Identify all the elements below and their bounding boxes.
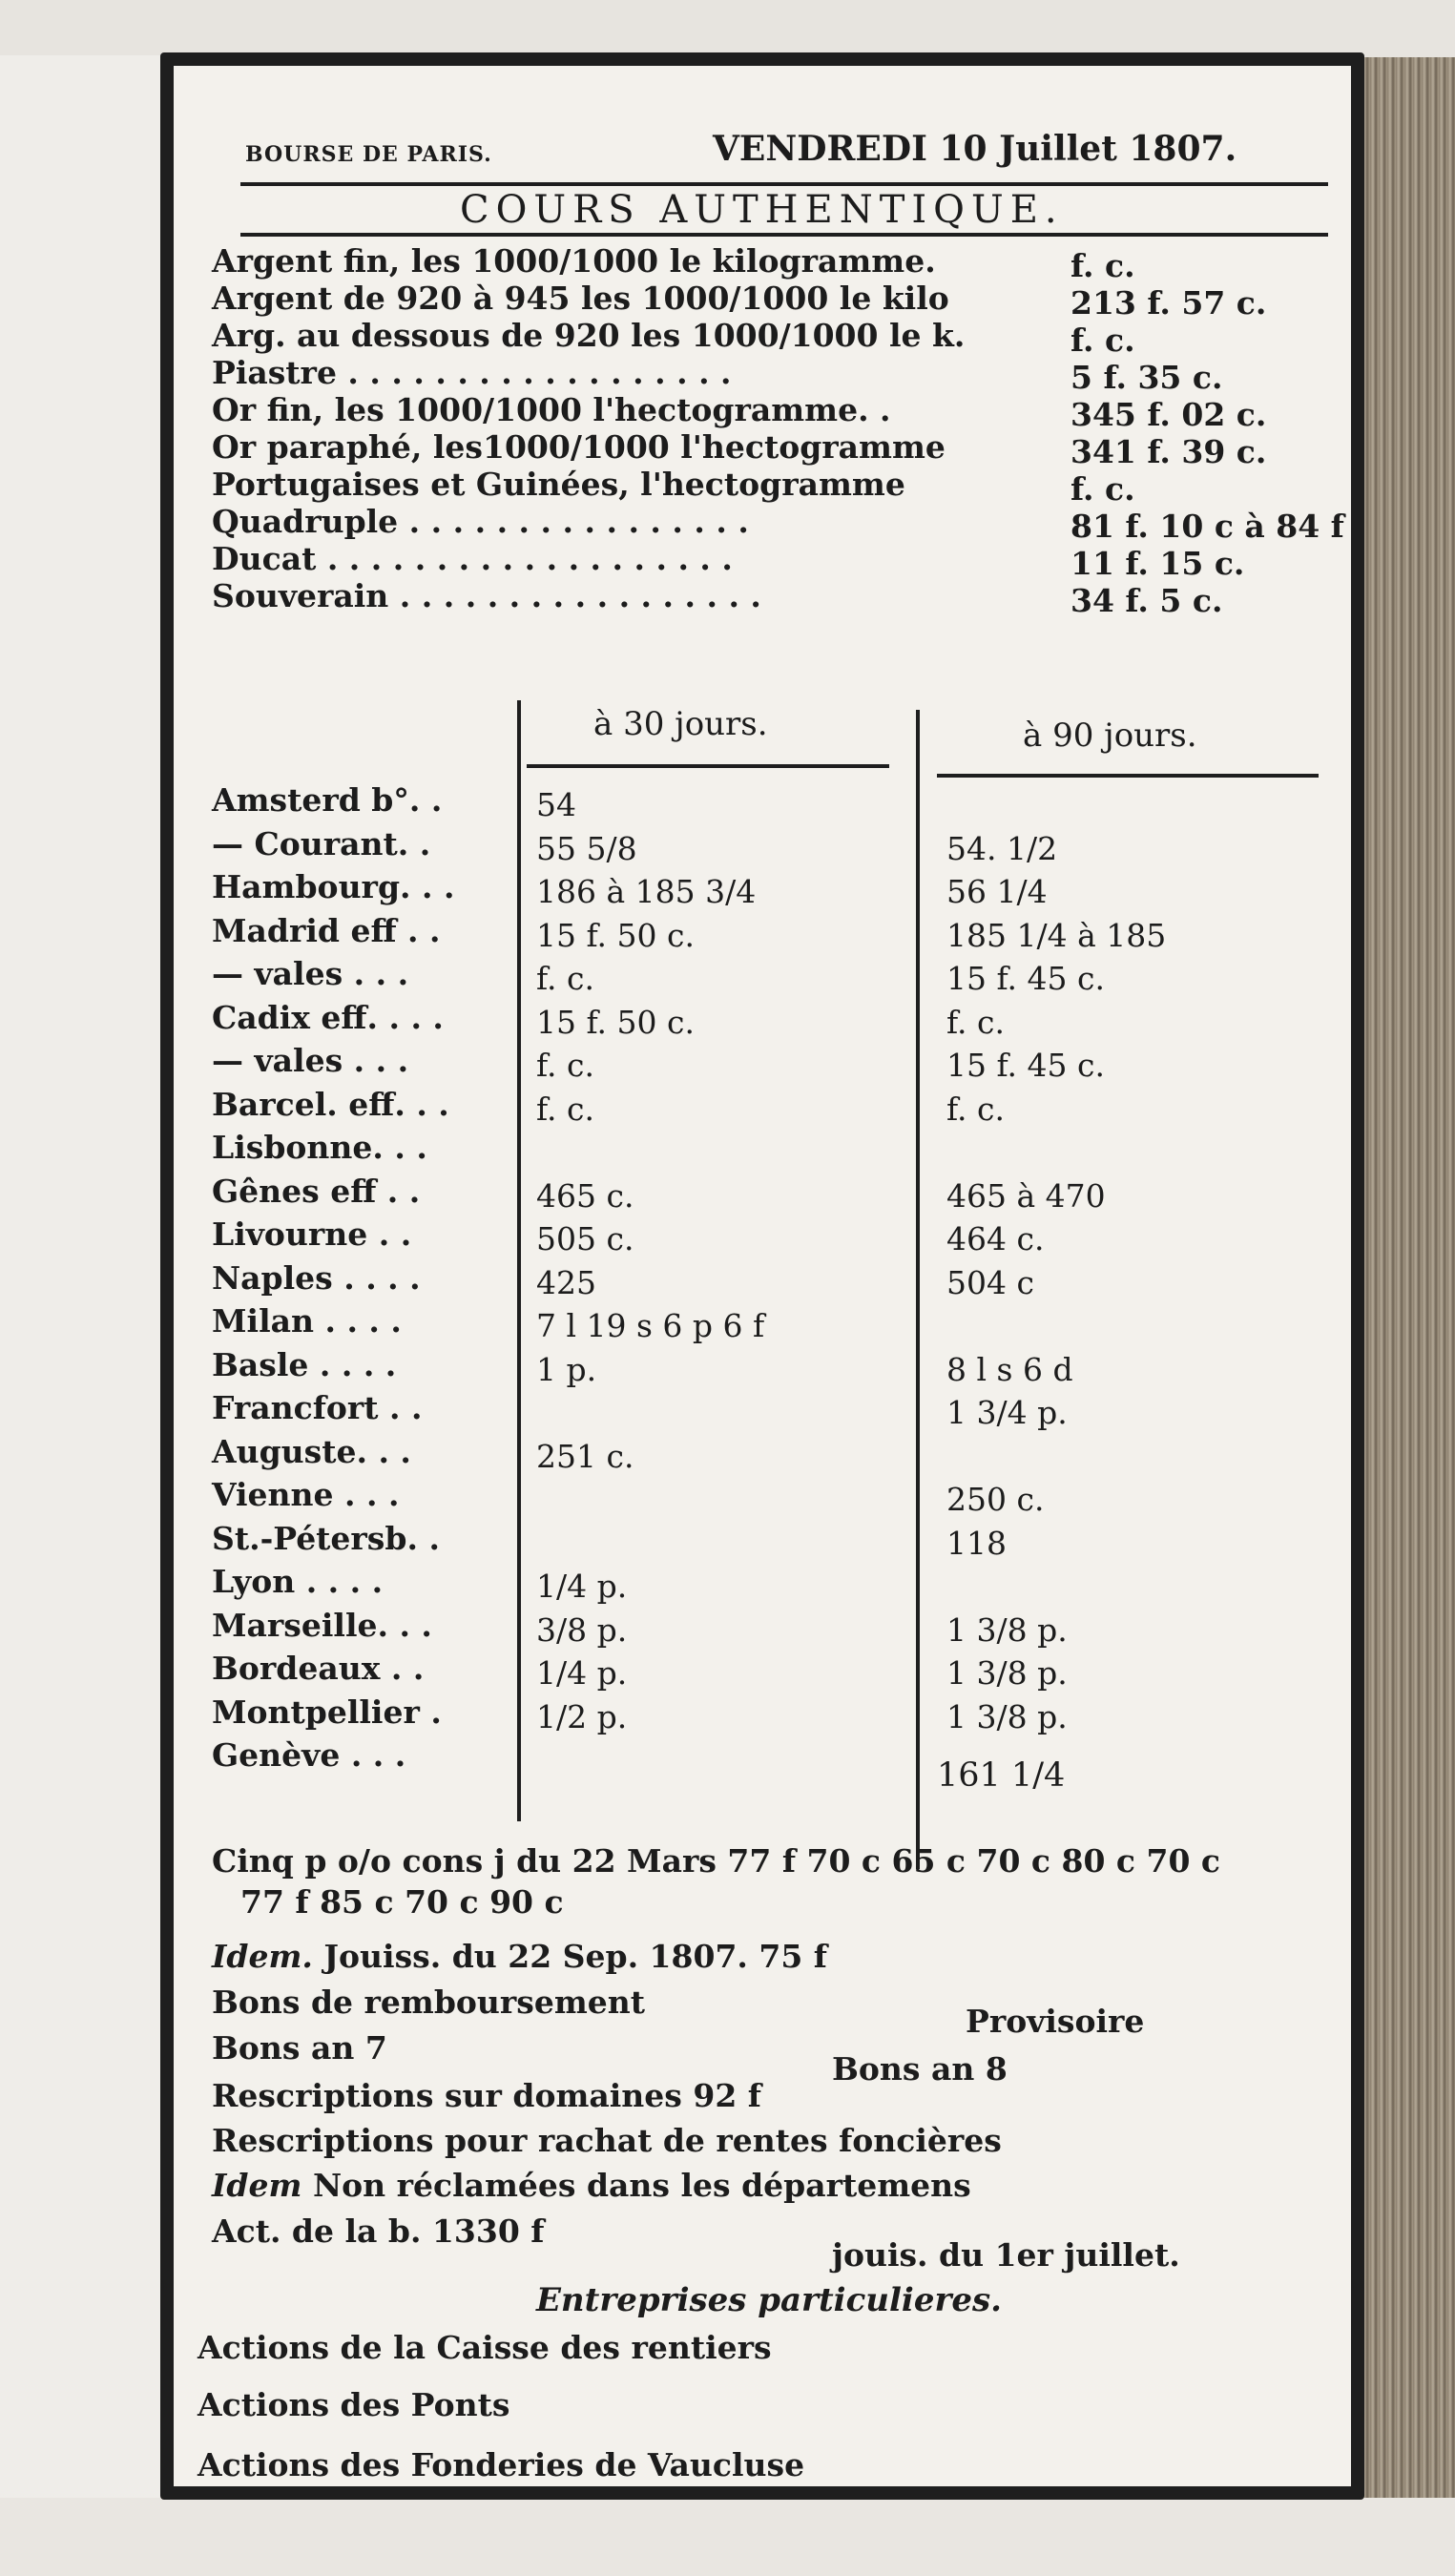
rate-90-jours: 54. 1/2 xyxy=(946,829,1058,867)
metal-value: f. c. xyxy=(1070,322,1135,359)
rate-30-jours: 186 à 185 3/4 xyxy=(536,873,757,910)
book-page-edges xyxy=(1353,57,1455,2500)
rate-30-jours: 425 xyxy=(536,1263,596,1301)
rate-90-jours: 464 c. xyxy=(946,1220,1045,1257)
rate-90-jours: 118 xyxy=(946,1524,1007,1562)
facing-page xyxy=(0,55,183,2498)
rate-90-jours: f. c. xyxy=(946,1003,1005,1041)
idem-label: Idem. xyxy=(212,1938,313,1975)
exchange-place: Gênes eff . . xyxy=(212,1172,421,1210)
rate-30-jours: 3/8 p. xyxy=(536,1610,628,1649)
metal-label: Portugaises et Guinées, l'hectogramme xyxy=(212,466,905,503)
rate-30-jours: 55 5/8 xyxy=(536,829,637,867)
rate-90-jours: f. c. xyxy=(946,1090,1005,1128)
exchange-place: Barcel. eff. . . xyxy=(212,1085,449,1123)
metal-label: Ducat . . . . . . . . . . . . . . . . . . . xyxy=(212,540,733,577)
exchange-place: Lyon . . . . xyxy=(212,1563,384,1600)
exchange-place: Francfort . . xyxy=(212,1389,423,1426)
column-rule-right xyxy=(916,710,920,1869)
rate-90-jours: 1 3/8 p. xyxy=(946,1697,1068,1735)
rule-2 xyxy=(240,233,1328,237)
rate-30-jours: f. c. xyxy=(536,1090,594,1128)
actions-fonderies: Actions des Fonderies de Vaucluse xyxy=(197,2446,805,2483)
bourse-label: BOURSE DE PARIS. xyxy=(245,142,492,167)
exchange-place: Auguste. . . xyxy=(212,1432,411,1470)
rule-90 xyxy=(937,774,1319,778)
date-heading: VENDREDI 10 Juillet 1807. xyxy=(713,129,1237,169)
actions-ponts: Actions des Ponts xyxy=(197,2386,510,2423)
rate-30-jours: 15 f. 50 c. xyxy=(536,1003,695,1041)
rate-90-jours: 15 f. 45 c. xyxy=(946,1047,1105,1084)
exchange-place: — Courant. . xyxy=(212,824,431,862)
exchange-place: Milan . . . . xyxy=(212,1302,402,1340)
exchange-place: Bordeaux . . xyxy=(212,1650,425,1687)
rate-30-jours: f. c. xyxy=(536,960,594,997)
metal-value: 11 f. 15 c. xyxy=(1070,545,1245,582)
idem-non-reclamees xyxy=(212,2167,971,2204)
rescriptions-rachat: Rescriptions pour rachat de rentes foncières xyxy=(212,2122,1002,2159)
exchange-place: Cadix eff. . . . xyxy=(212,998,444,1036)
exchange-place: Basle . . . . xyxy=(212,1345,397,1383)
idem-non-reclamees-text: Non réclamées dans les départemens xyxy=(312,2167,971,2204)
exchange-place: St.-Pétersb. . xyxy=(212,1519,440,1557)
rate-30-jours: 505 c. xyxy=(536,1220,634,1257)
rate-90-jours: 1 3/8 p. xyxy=(946,1610,1068,1649)
rate-30-jours: 7 l 19 s 6 p 6 f xyxy=(536,1307,765,1344)
page-title: COURS AUTHENTIQUE. xyxy=(460,188,1064,232)
rescriptions-domaines: Rescriptions sur domaines 92 f xyxy=(212,2077,761,2114)
background-strip xyxy=(0,2498,1455,2576)
exchange-place: Livourne . . xyxy=(212,1215,412,1253)
exchange-place: Marseille. . . xyxy=(212,1606,432,1644)
stock-exchange-sheet xyxy=(160,52,1364,2500)
metal-label: Argent fin, les 1000/1000 le kilogramme. xyxy=(212,242,936,280)
actions-caisse: Actions de la Caisse des rentiers xyxy=(197,2329,772,2366)
rule-30 xyxy=(527,764,889,768)
metal-value: f. c. xyxy=(1070,247,1135,284)
metal-value: 213 f. 57 c. xyxy=(1070,284,1267,322)
rate-90-jours: 15 f. 45 c. xyxy=(946,960,1105,997)
rate-90-jours: 1 3/4 p. xyxy=(946,1394,1068,1431)
header-90-jours: à 90 jours. xyxy=(1023,717,1197,755)
bons-an-8: Bons an 8 xyxy=(832,2050,1008,2088)
rate-30-jours: 465 c. xyxy=(536,1176,634,1215)
rate-30-jours: 54 xyxy=(536,786,576,823)
provisoire: Provisoire xyxy=(966,2003,1145,2040)
metal-label: Or paraphé, les1000/1000 l'hectogramme xyxy=(212,428,946,466)
jouissance-juillet: jouis. du 1er juillet. xyxy=(832,2236,1180,2274)
metal-label: Arg. au dessous de 920 les 1000/1000 le k. xyxy=(212,317,966,354)
rule-1 xyxy=(240,182,1328,186)
cinq-pour-cent: Cinq p o/o cons j du 22 Mars 77 f 70 c 65 c 70 c 80 c 70 c xyxy=(212,1842,1220,1880)
idem-jouiss-text: Jouiss. du 22 Sep. 1807. 75 f xyxy=(323,1938,827,1975)
metal-value: 341 f. 39 c. xyxy=(1070,433,1267,470)
metal-value: 5 f. 35 c. xyxy=(1070,359,1223,396)
column-rule-left xyxy=(517,700,521,1821)
exchange-place: Amsterd b°. . xyxy=(212,781,443,819)
exchange-place: Montpellier . xyxy=(212,1693,442,1731)
header-30-jours: à 30 jours. xyxy=(593,705,768,743)
rate-30-jours: 15 f. 50 c. xyxy=(536,916,695,954)
exchange-place: Naples . . . . xyxy=(212,1258,421,1297)
rate-90-jours: 465 à 470 xyxy=(946,1176,1106,1215)
idem-jouiss xyxy=(212,1938,827,1975)
exchange-place: Lisbonne. . . xyxy=(212,1129,427,1166)
rate-30-jours: 251 c. xyxy=(536,1437,634,1475)
rate-30-jours: 1/2 p. xyxy=(536,1697,628,1735)
rate-30-jours: f. c. xyxy=(536,1047,594,1084)
exchange-place: Vienne . . . xyxy=(212,1476,400,1513)
rate-30-jours: 1/4 p. xyxy=(536,1654,628,1692)
metal-label: Piastre . . . . . . . . . . . . . . . . . . xyxy=(212,354,732,391)
exchange-place: — vales . . . xyxy=(212,955,409,992)
metal-label: Quadruple . . . . . . . . . . . . . . . . xyxy=(212,503,749,540)
rate-90-jours: 56 1/4 xyxy=(946,873,1048,910)
metal-value: 34 f. 5 c. xyxy=(1070,582,1223,619)
metal-value: 345 f. 02 c. xyxy=(1070,396,1267,433)
exchange-place: Genève . . . xyxy=(212,1736,406,1774)
metal-value: 81 f. 10 c à 84 f xyxy=(1070,508,1344,545)
rate-90-jours: 1 3/8 p. xyxy=(946,1654,1068,1692)
exchange-place: — vales . . . xyxy=(212,1042,409,1079)
exchange-place: Hambourg. . . xyxy=(212,868,455,905)
metal-label: Or fin, les 1000/1000 l'hectogramme. . xyxy=(212,391,891,428)
bons-remboursement: Bons de remboursement xyxy=(212,1984,646,2021)
cinq-pour-cent-cont: 77 f 85 c 70 c 90 c xyxy=(240,1883,564,1921)
metal-value: f. c. xyxy=(1070,470,1135,508)
rate-90-jours: 250 c. xyxy=(946,1481,1045,1518)
rate-90-jours: 504 c xyxy=(946,1263,1034,1301)
bons-an-7: Bons an 7 xyxy=(212,2029,387,2067)
rate-30-jours: 1 p. xyxy=(536,1350,597,1388)
actions-banque: Act. de la b. 1330 f xyxy=(212,2212,545,2250)
entreprises-heading: Entreprises particulieres. xyxy=(536,2281,1002,2319)
rate-90-jours: 8 l s 6 d xyxy=(946,1350,1073,1388)
metal-label: Argent de 920 à 945 les 1000/1000 le kilo xyxy=(212,280,949,317)
rate-90-jours: 185 1/4 à 185 xyxy=(946,916,1167,954)
exchange-place: Madrid eff . . xyxy=(212,911,441,949)
metal-label: Souverain . . . . . . . . . . . . . . . . . xyxy=(212,577,761,614)
rate-30-jours: 1/4 p. xyxy=(536,1568,628,1605)
idem2-label: Idem xyxy=(212,2167,302,2204)
geneve-90: 161 1/4 xyxy=(937,1756,1066,1795)
